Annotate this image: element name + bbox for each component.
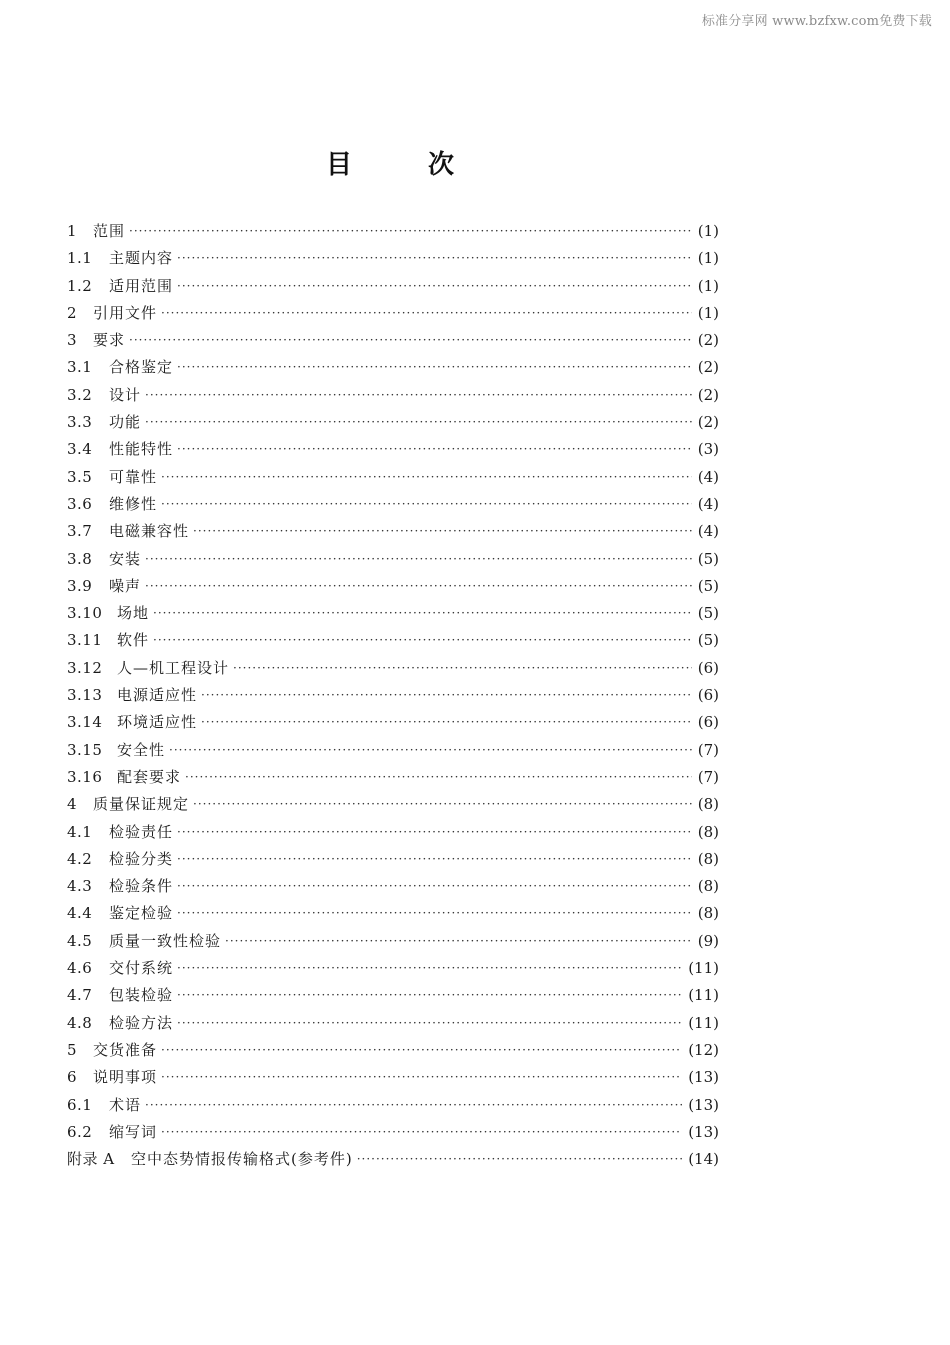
toc-entry-number: 3.12 bbox=[67, 658, 103, 677]
table-of-contents bbox=[67, 218, 719, 1173]
toc-entry[interactable] bbox=[67, 354, 719, 381]
toc-entry[interactable] bbox=[67, 382, 719, 409]
toc-entry-number: 1.1 bbox=[67, 249, 93, 268]
toc-entry-number: 3.8 bbox=[67, 549, 93, 568]
toc-entry-page: (12) bbox=[688, 1040, 719, 1059]
toc-entry-page: (1) bbox=[697, 276, 719, 295]
toc-entry-number: 3.10 bbox=[67, 604, 103, 623]
toc-entry-label: 质量一致性检验 bbox=[109, 931, 222, 950]
toc-entry[interactable] bbox=[67, 1119, 719, 1146]
toc-entry-label: 交付系统 bbox=[109, 959, 174, 978]
toc-entry-number: 4.2 bbox=[67, 849, 93, 868]
toc-leader-dots bbox=[161, 491, 692, 518]
toc-entry-page: (2) bbox=[697, 331, 719, 350]
toc-entry-number: 3.3 bbox=[67, 413, 93, 432]
toc-entry-page: (7) bbox=[697, 767, 719, 786]
toc-leader-dots bbox=[177, 273, 692, 300]
toc-entry-label: 包装检验 bbox=[109, 986, 174, 1005]
toc-entry-page: (5) bbox=[697, 576, 719, 595]
toc-entry-page: (6) bbox=[697, 686, 719, 705]
toc-entry-number: 3 bbox=[67, 331, 78, 350]
toc-entry-number: 3.5 bbox=[67, 467, 93, 486]
watermark-text: 标准分享网 www.bzfxw.com免费下载 bbox=[701, 14, 932, 29]
toc-leader-dots bbox=[357, 1146, 682, 1173]
toc-entry-page: (13) bbox=[688, 1122, 719, 1141]
toc-entry[interactable] bbox=[67, 873, 719, 900]
toc-entry-number: 4.4 bbox=[67, 904, 93, 923]
toc-entry-page: (11) bbox=[688, 1013, 719, 1032]
toc-entry[interactable] bbox=[67, 682, 719, 709]
toc-entry-number: 3.9 bbox=[67, 576, 93, 595]
toc-leader-dots bbox=[177, 873, 692, 900]
page-title: 目次 bbox=[325, 150, 530, 180]
toc-entry-label: 适用范围 bbox=[109, 276, 174, 295]
toc-entry[interactable] bbox=[67, 300, 719, 327]
toc-entry-page: (13) bbox=[688, 1068, 719, 1087]
toc-entry-page: (9) bbox=[697, 931, 719, 950]
toc-entry-label: 主题内容 bbox=[109, 249, 174, 268]
toc-entry[interactable] bbox=[67, 245, 719, 272]
toc-entry-label: 软件 bbox=[117, 631, 150, 650]
toc-entry-label: 安装 bbox=[109, 549, 142, 568]
toc-entry[interactable] bbox=[67, 791, 719, 818]
toc-entry[interactable] bbox=[67, 737, 719, 764]
toc-entry-number: 2 bbox=[67, 303, 78, 322]
toc-entry-number: 3.14 bbox=[67, 713, 103, 732]
toc-entry-number: 5 bbox=[67, 1040, 78, 1059]
toc-leader-dots bbox=[129, 327, 692, 354]
toc-entry[interactable] bbox=[67, 409, 719, 436]
toc-entry[interactable] bbox=[67, 1092, 719, 1119]
toc-entry-page: (8) bbox=[697, 877, 719, 896]
toc-entry-page: (13) bbox=[688, 1095, 719, 1114]
toc-entry-number: 4.6 bbox=[67, 959, 93, 978]
toc-entry-page: (11) bbox=[688, 959, 719, 978]
toc-entry-label: 电磁兼容性 bbox=[109, 522, 190, 541]
toc-entry-page: (2) bbox=[697, 358, 719, 377]
toc-leader-dots bbox=[145, 382, 692, 409]
toc-entry-label: 鉴定检验 bbox=[109, 904, 174, 923]
toc-entry-page: (6) bbox=[697, 713, 719, 732]
toc-leader-dots bbox=[177, 900, 692, 927]
toc-entry[interactable] bbox=[67, 573, 719, 600]
toc-entry[interactable] bbox=[67, 982, 719, 1009]
toc-entry-label: 环境适应性 bbox=[117, 713, 198, 732]
toc-leader-dots bbox=[177, 354, 692, 381]
toc-entry-number: 6.2 bbox=[67, 1122, 93, 1141]
toc-entry-number: 4.7 bbox=[67, 986, 93, 1005]
toc-entry-number: 1.2 bbox=[67, 276, 93, 295]
toc-entry-number: 4.3 bbox=[67, 877, 93, 896]
toc-entry-number: 3.16 bbox=[67, 767, 103, 786]
toc-entry-label: 配套要求 bbox=[117, 767, 182, 786]
toc-entry-label: 电源适应性 bbox=[117, 686, 198, 705]
toc-entry-number: 6.1 bbox=[67, 1095, 93, 1114]
toc-entry-page: (8) bbox=[697, 795, 719, 814]
toc-entry[interactable] bbox=[67, 1037, 719, 1064]
toc-entry-label: 空中态势情报传输格式(参考件) bbox=[131, 1150, 353, 1169]
toc-entry[interactable] bbox=[67, 546, 719, 573]
toc-entry-page: (2) bbox=[697, 385, 719, 404]
toc-entry[interactable] bbox=[67, 1010, 719, 1037]
toc-leader-dots bbox=[233, 655, 692, 682]
toc-entry-number: 1 bbox=[67, 222, 78, 240]
toc-entry-label: 检验方法 bbox=[109, 1013, 174, 1032]
toc-entry-number: 3.13 bbox=[67, 686, 103, 705]
toc-leader-dots bbox=[161, 1064, 682, 1091]
toc-leader-dots bbox=[193, 791, 692, 818]
toc-entry[interactable] bbox=[67, 846, 719, 873]
toc-entry[interactable] bbox=[67, 928, 719, 955]
toc-entry-number: 3.1 bbox=[67, 358, 93, 377]
toc-leader-dots bbox=[225, 928, 692, 955]
toc-entry-page: (7) bbox=[697, 740, 719, 759]
toc-leader-dots bbox=[145, 1092, 682, 1119]
toc-entry-label: 范围 bbox=[93, 222, 126, 240]
toc-entry-page: (5) bbox=[697, 549, 719, 568]
toc-entry-label: 术语 bbox=[109, 1095, 142, 1114]
toc-leader-dots bbox=[161, 300, 692, 327]
toc-entry-number: 3.11 bbox=[67, 631, 103, 650]
toc-entry-number: 4 bbox=[67, 795, 78, 814]
toc-leader-dots bbox=[201, 709, 692, 736]
toc-leader-dots bbox=[177, 245, 692, 272]
toc-entry[interactable] bbox=[67, 436, 719, 463]
toc-leader-dots bbox=[169, 737, 692, 764]
toc-leader-dots bbox=[201, 682, 692, 709]
toc-leader-dots bbox=[193, 518, 692, 545]
toc-leader-dots bbox=[145, 573, 692, 600]
toc-entry-label: 场地 bbox=[117, 604, 150, 623]
toc-leader-dots bbox=[153, 627, 692, 654]
toc-leader-dots bbox=[177, 955, 682, 982]
toc-entry[interactable] bbox=[67, 600, 719, 627]
toc-entry-label: 检验责任 bbox=[109, 822, 174, 841]
toc-entry-page: (5) bbox=[697, 631, 719, 650]
toc-entry-number: 4.8 bbox=[67, 1013, 93, 1032]
toc-entry[interactable] bbox=[67, 627, 719, 654]
toc-entry-page: (14) bbox=[688, 1150, 719, 1169]
toc-entry-number: 3.6 bbox=[67, 494, 93, 513]
toc-entry-number: 附录 A bbox=[67, 1150, 115, 1169]
toc-entry-label: 安全性 bbox=[117, 740, 166, 759]
toc-entry[interactable] bbox=[67, 764, 719, 791]
toc-entry-label: 说明事项 bbox=[93, 1068, 158, 1087]
toc-entry-label: 合格鉴定 bbox=[109, 358, 174, 377]
toc-entry-page: (1) bbox=[697, 222, 719, 240]
toc-entry-number: 4.1 bbox=[67, 822, 93, 841]
toc-entry-number: 3.2 bbox=[67, 385, 93, 404]
toc-entry-page: (3) bbox=[697, 440, 719, 459]
toc-entry-label: 质量保证规定 bbox=[93, 795, 190, 814]
toc-entry[interactable] bbox=[67, 518, 719, 545]
toc-entry-page: (4) bbox=[697, 467, 719, 486]
toc-entry-label: 要求 bbox=[93, 331, 126, 350]
toc-entry-label: 性能特性 bbox=[109, 440, 174, 459]
toc-entry-label: 检验条件 bbox=[109, 877, 174, 896]
toc-leader-dots bbox=[161, 1119, 682, 1146]
toc-entry-label: 噪声 bbox=[109, 576, 142, 595]
toc-entry[interactable] bbox=[67, 464, 719, 491]
toc-leader-dots bbox=[145, 409, 692, 436]
toc-entry-page: (4) bbox=[697, 522, 719, 541]
toc-entry-label: 可靠性 bbox=[109, 467, 158, 486]
toc-leader-dots bbox=[185, 764, 692, 791]
toc-entry[interactable] bbox=[67, 1146, 719, 1173]
toc-entry-label: 设计 bbox=[109, 385, 142, 404]
toc-entry-page: (1) bbox=[697, 303, 719, 322]
toc-leader-dots bbox=[145, 546, 692, 573]
toc-leader-dots bbox=[161, 1037, 682, 1064]
toc-entry[interactable] bbox=[67, 900, 719, 927]
toc-entry-page: (8) bbox=[697, 904, 719, 923]
toc-leader-dots bbox=[161, 464, 692, 491]
toc-leader-dots bbox=[177, 819, 692, 846]
toc-entry-page: (8) bbox=[697, 822, 719, 841]
toc-entry[interactable] bbox=[67, 327, 719, 354]
toc-leader-dots bbox=[177, 846, 692, 873]
toc-entry-label: 人—机工程设计 bbox=[117, 658, 230, 677]
toc-entry-number: 3.4 bbox=[67, 440, 93, 459]
toc-entry[interactable] bbox=[67, 491, 719, 518]
toc-leader-dots bbox=[177, 436, 692, 463]
toc-entry-label: 缩写词 bbox=[109, 1122, 158, 1141]
toc-entry-page: (4) bbox=[697, 494, 719, 513]
toc-entry[interactable] bbox=[67, 955, 719, 982]
toc-entry-number: 4.5 bbox=[67, 931, 93, 950]
toc-entry[interactable] bbox=[67, 819, 719, 846]
toc-entry[interactable] bbox=[67, 273, 719, 300]
toc-entry-label: 检验分类 bbox=[109, 849, 174, 868]
toc-entry[interactable] bbox=[67, 655, 719, 682]
toc-entry-page: (8) bbox=[697, 849, 719, 868]
toc-entry-number: 3.7 bbox=[67, 522, 93, 541]
toc-entry-page: (6) bbox=[697, 658, 719, 677]
toc-entry-page: (11) bbox=[688, 986, 719, 1005]
toc-leader-dots bbox=[177, 1010, 682, 1037]
toc-entry-page: (2) bbox=[697, 413, 719, 432]
toc-entry-page: (5) bbox=[697, 604, 719, 623]
toc-entry-label: 交货准备 bbox=[93, 1040, 158, 1059]
toc-entry-label: 功能 bbox=[109, 413, 142, 432]
toc-entry-label: 引用文件 bbox=[93, 303, 158, 322]
toc-entry[interactable] bbox=[67, 218, 719, 245]
toc-entry-number: 6 bbox=[67, 1068, 78, 1087]
toc-entry-label: 维修性 bbox=[109, 494, 158, 513]
toc-leader-dots bbox=[153, 600, 692, 627]
toc-entry-page: (1) bbox=[697, 249, 719, 268]
toc-entry-number: 3.15 bbox=[67, 740, 103, 759]
toc-entry[interactable] bbox=[67, 1064, 719, 1091]
toc-leader-dots bbox=[177, 982, 682, 1009]
toc-entry[interactable] bbox=[67, 709, 719, 736]
toc-leader-dots bbox=[129, 218, 692, 245]
